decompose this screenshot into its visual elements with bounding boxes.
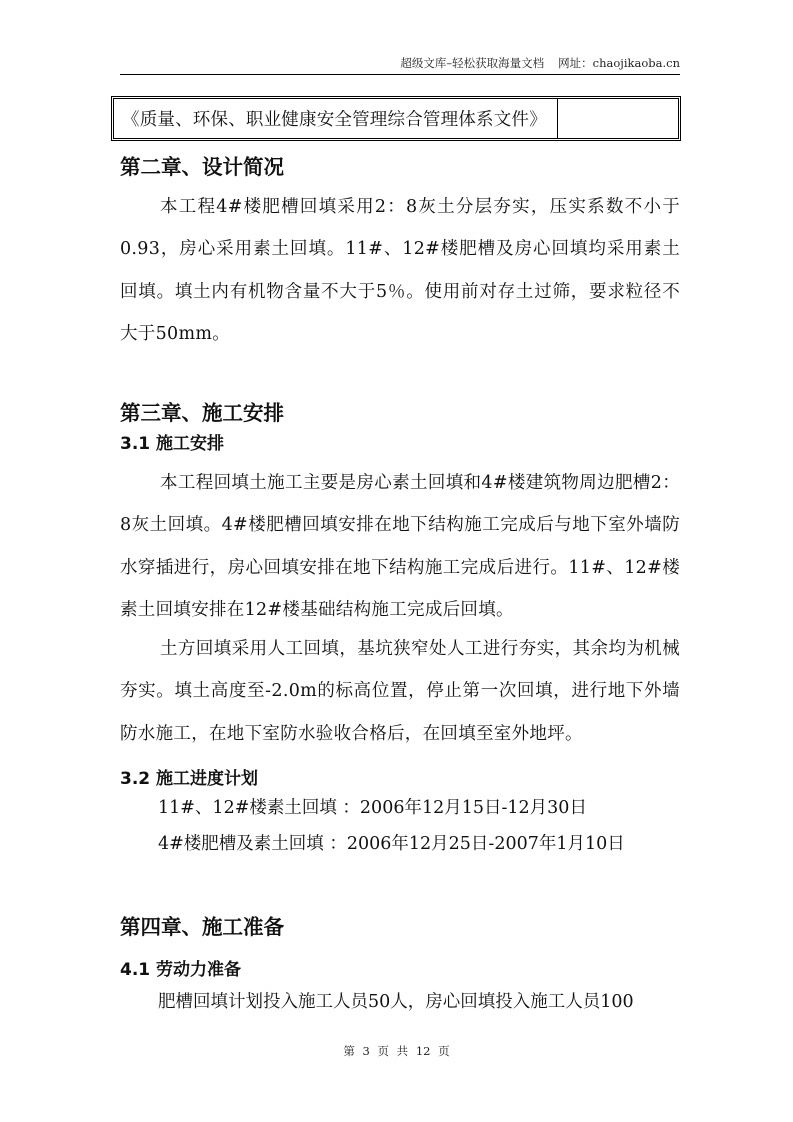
document-title-table (111, 96, 681, 141)
chapter-3-heading: 第三章、施工安排 (120, 401, 284, 425)
section-4-1-paragraph-wrap (120, 987, 680, 1017)
section-3-1-paragraph-2: 土方回填采用人工回填，基坑狭窄处人工进行夯实，其余均为机械夯实。填土高度至-2.0m的标高位置，停止第一次回填，进行地下外墙防水施工，在地下室防水验收合格后，在回填至室外地坪。 (120, 639, 680, 744)
document-title-cell: 《质量、环保、职业健康安全管理综合管理体系文件》 (114, 99, 558, 138)
schedule-item: 4#楼肥槽及素土回填 ：2006年12月25日-2007年1月10日 (158, 834, 625, 854)
chapter-4-heading: 第四章、施工准备 (120, 915, 284, 939)
schedule-item: 11#、12#楼素土回填 ：2006年12月15日-12月30日 (158, 798, 587, 818)
schedule-list (120, 793, 680, 859)
section-4-1-paragraph: 肥槽回填计划投入施工人员50人，房心回填投入施工人员100 (158, 992, 634, 1012)
section-4-1-heading: 4.1 劳动力准备 (120, 960, 242, 980)
empty-cell (558, 99, 678, 138)
site-url: 网址：chaojikaoba.cn (558, 56, 680, 70)
site-title: 超级文库–轻松获取海量文档 (400, 56, 545, 70)
section-3-1-heading: 3.1 施工安排 (120, 434, 225, 454)
chapter-2-heading: 第二章、设计简况 (120, 155, 284, 179)
page-header (120, 56, 680, 70)
section-3-2-heading: 3.2 施工进度计划 (120, 769, 259, 789)
chapter-2-paragraph: 本工程4#楼肥槽回填采用2：8灰土分层夯实，压实系数不小于0.93，房心采用素土回填。11#、12#楼肥槽及房心回填均采用素土回填。填土内有机物含量不大于5％。使用前对存土过筛，要求粒径不大于50mm。 (120, 197, 680, 344)
section-3-1-paragraph-1: 本工程回填土施工主要是房心素土回填和4#楼建筑物周边肥槽2：8灰土回填。4#楼肥槽回填安排在地下结构施工完成后与地下室外墙防水穿插进行，房心回填安排在地下结构施工完成后进行。11#、12#楼素土回填安排在12#楼基础结构施工完成后回填。 (120, 473, 680, 620)
header-divider (120, 74, 680, 75)
page-number: 第 3 页 共 12 页 (343, 1044, 450, 1058)
